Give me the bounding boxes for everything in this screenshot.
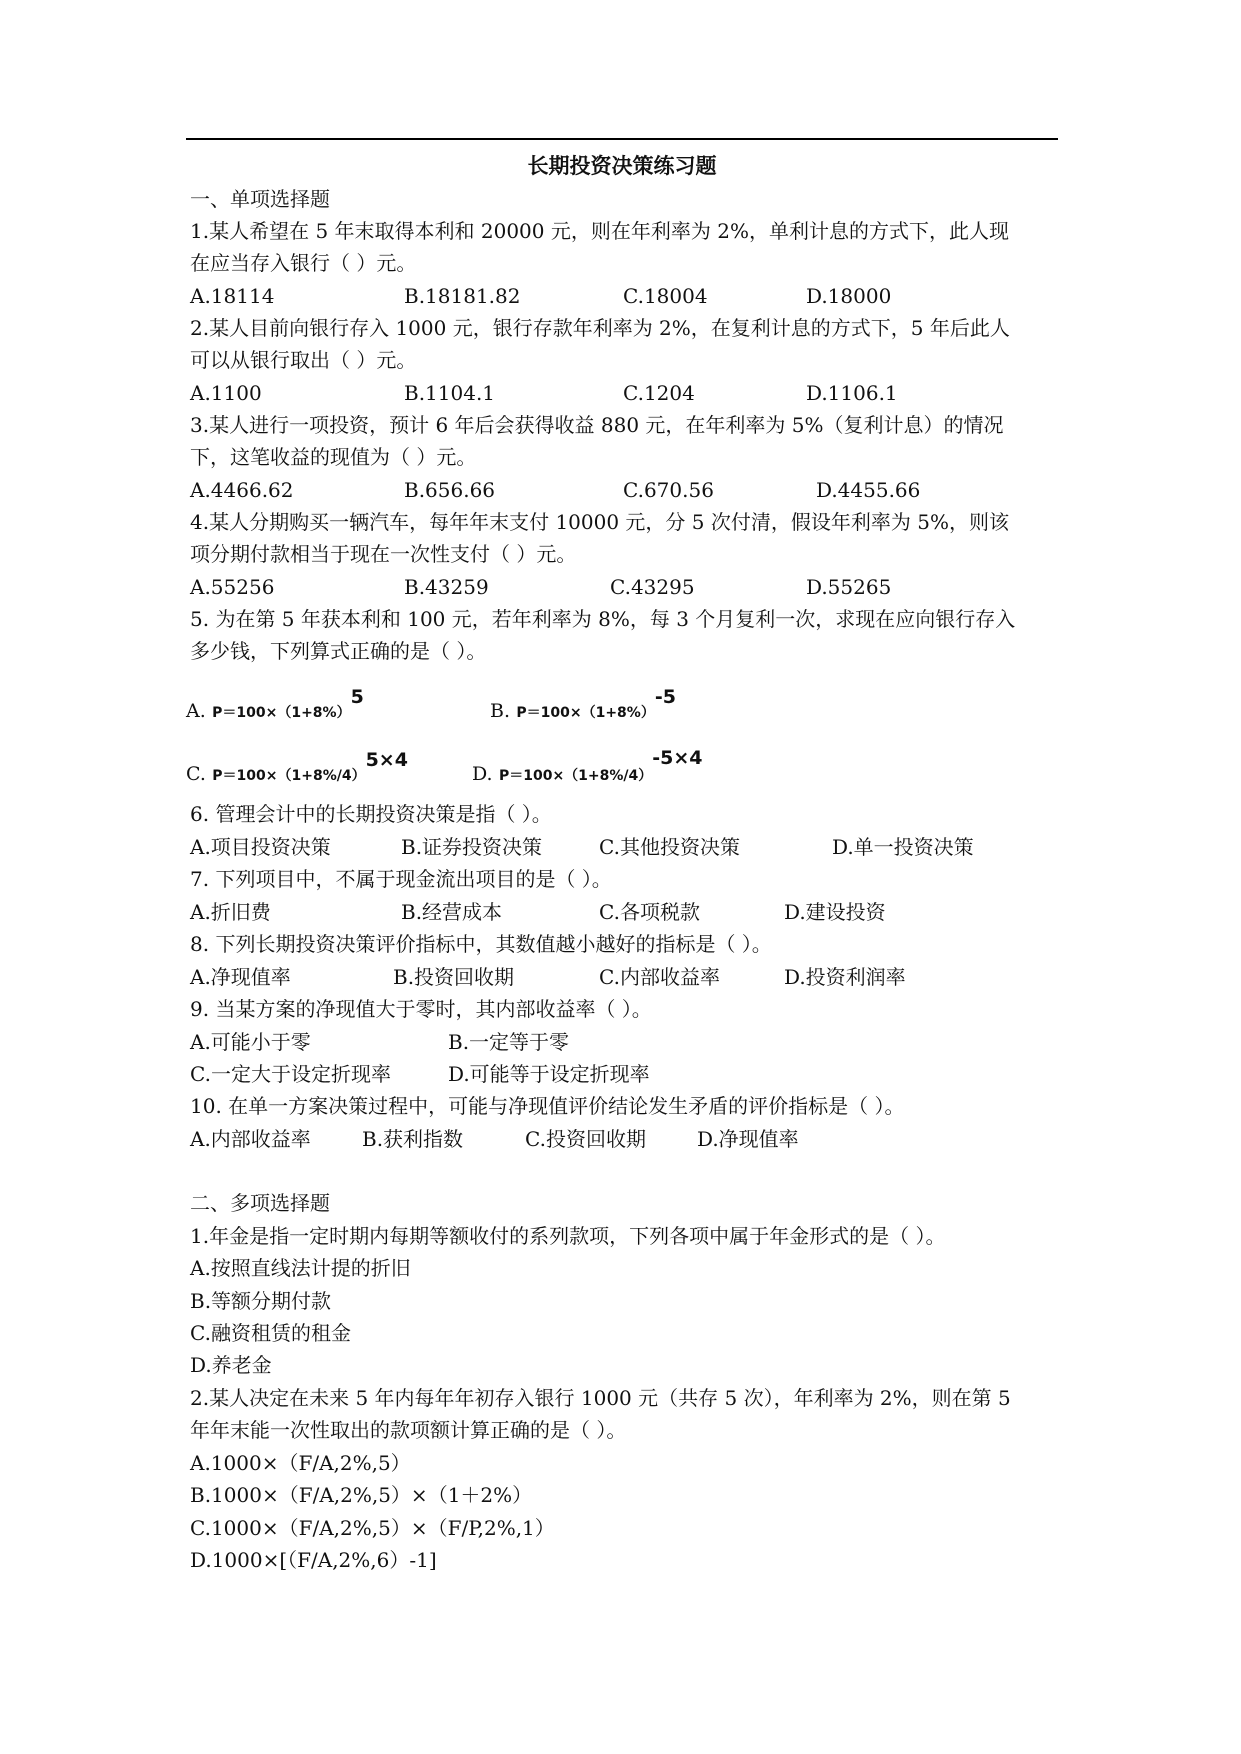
question-text: 2.某人决定在未来 5 年内每年年初存入银行 1000 元（共存 5 次），年利率为 2%，则在第 5: [190, 1386, 1011, 1410]
question-text: 1.某人希望在 5 年末取得本利和 20000 元，则在年利率为 2%，单利计息的方式下，此人现: [190, 219, 1009, 243]
option-b: B.18181.82: [404, 284, 521, 308]
question-text: 8. 下列长期投资决策评价指标中，其数值越小越好的指标是（ ）。: [190, 932, 772, 956]
option-label: D.: [472, 763, 493, 785]
option-b: B.1000×（F/A,2%,5）×（1＋2%）: [190, 1483, 533, 1507]
question-text: 项分期付款相当于现在一次性支付（ ）元。: [190, 542, 577, 566]
option-a: A.1100: [190, 381, 262, 405]
question-text: 在应当存入银行（ ）元。: [190, 251, 417, 275]
option-d: D.净现值率: [697, 1127, 799, 1151]
question-text: 5. 为在第 5 年获本利和 100 元，若年利率为 8%，每 3 个月复利一次，求现在应向银行存入: [190, 607, 1016, 631]
question-text: 6. 管理会计中的长期投资决策是指（ ）。: [190, 802, 552, 826]
option-b: B.一定等于零: [448, 1030, 570, 1054]
section-heading: 二、多项选择题: [190, 1191, 330, 1215]
option-b: B.获利指数: [362, 1127, 464, 1151]
option-a: A.按照直线法计提的折旧: [190, 1256, 411, 1280]
formula-exponent: 5×4: [365, 749, 408, 771]
formula-exponent: -5×4: [652, 747, 703, 769]
option-b: B.656.66: [404, 478, 496, 502]
option-a: A.18114: [190, 284, 275, 308]
option-d: D.1000×[（F/A,2%,6）-1]: [190, 1548, 437, 1572]
option-a: A.可能小于零: [190, 1030, 311, 1054]
option-c: C.18004: [623, 284, 708, 308]
question-text: 多少钱，下列算式正确的是（ ）。: [190, 639, 487, 663]
question-text: 可以从银行取出（ ）元。: [190, 348, 417, 372]
option-d: D.养老金: [190, 1353, 272, 1377]
option-a: A.内部收益率: [190, 1127, 311, 1151]
option-c: C.一定大于设定折现率: [190, 1062, 391, 1086]
option-c: C.其他投资决策: [599, 835, 740, 859]
question-text: 1.年金是指一定时期内每期等额收付的系列款项，下列各项中属于年金形式的是（ ）。: [190, 1224, 946, 1248]
section-heading: 一、单项选择题: [190, 187, 330, 211]
question-text: 年年末能一次性取出的款项额计算正确的是（ ）。: [190, 1418, 627, 1442]
option-b: B.43259: [404, 575, 489, 599]
question-text: 2.某人目前向银行存入 1000 元，银行存款年利率为 2%，在复利计息的方式下，5 年后此人: [190, 316, 1010, 340]
option-d: D.4455.66: [816, 478, 921, 502]
option-c: C.内部收益率: [599, 965, 720, 989]
formula-text: P＝100×（1+8%）: [212, 705, 351, 721]
option-b: B.经营成本: [401, 900, 503, 924]
option-d: D.可能等于设定折现率: [448, 1062, 650, 1086]
question-text: 7. 下列项目中，不属于现金流出项目的是（ ）。: [190, 867, 612, 891]
formula-option-a: [186, 686, 364, 729]
option-a: A.55256: [190, 575, 275, 599]
option-c: C.670.56: [623, 478, 714, 502]
option-b: B.等额分期付款: [190, 1289, 332, 1313]
option-b: B.投资回收期: [393, 965, 515, 989]
option-d: D.投资利润率: [784, 965, 906, 989]
option-a: A.4466.62: [190, 478, 294, 502]
option-label: A.: [186, 700, 206, 722]
formula-option-b: [490, 686, 676, 729]
option-label: B.: [490, 700, 511, 722]
option-c: C.融资租赁的租金: [190, 1321, 351, 1345]
option-d: D.18000: [806, 284, 892, 308]
formula-exponent: -5: [654, 686, 676, 708]
page-title: 长期投资决策练习题: [527, 153, 717, 178]
formula-text: P＝100×（1+8%/4）: [212, 768, 366, 784]
option-a: A.项目投资决策: [190, 835, 331, 859]
header-rule: [186, 138, 1058, 140]
formula-text: P＝100×（1+8%/4）: [498, 768, 653, 784]
question-text: 3.某人进行一项投资，预计 6 年后会获得收益 880 元，在年利率为 5%（复利计息）的情况: [190, 413, 1004, 437]
option-a: A.1000×（F/A,2%,5）: [190, 1451, 411, 1475]
option-b: B.1104.1: [404, 381, 496, 405]
formula-option-c: [186, 749, 408, 792]
option-a: A.净现值率: [190, 965, 291, 989]
option-b: B.证券投资决策: [401, 835, 543, 859]
option-a: A.折旧费: [190, 900, 271, 924]
option-c: C.1204: [623, 381, 695, 405]
formula-text: P＝100×（1+8%）: [516, 705, 655, 721]
option-c: C.43295: [610, 575, 695, 599]
option-c: C.1000×（F/A,2%,5）×（F/P,2%,1）: [190, 1516, 555, 1540]
option-d: D.1106.1: [806, 381, 898, 405]
question-text: 4.某人分期购买一辆汽车，每年年末支付 10000 元，分 5 次付清，假设年利率为 5%，则该: [190, 510, 1009, 534]
question-text: 9. 当某方案的净现值大于零时，其内部收益率（ ）。: [190, 997, 652, 1021]
option-d: D.单一投资决策: [832, 835, 974, 859]
option-c: C.投资回收期: [525, 1127, 646, 1151]
question-text: 10. 在单一方案决策过程中，可能与净现值评价结论发生矛盾的评价指标是（ ）。: [190, 1094, 905, 1118]
option-label: C.: [186, 763, 206, 785]
option-d: D.55265: [806, 575, 892, 599]
option-d: D.建设投资: [784, 900, 886, 924]
option-c: C.各项税款: [599, 900, 700, 924]
question-text: 下，这笔收益的现值为（ ）元。: [190, 445, 477, 469]
formula-exponent: 5: [350, 686, 364, 708]
formula-option-d: [472, 747, 703, 792]
